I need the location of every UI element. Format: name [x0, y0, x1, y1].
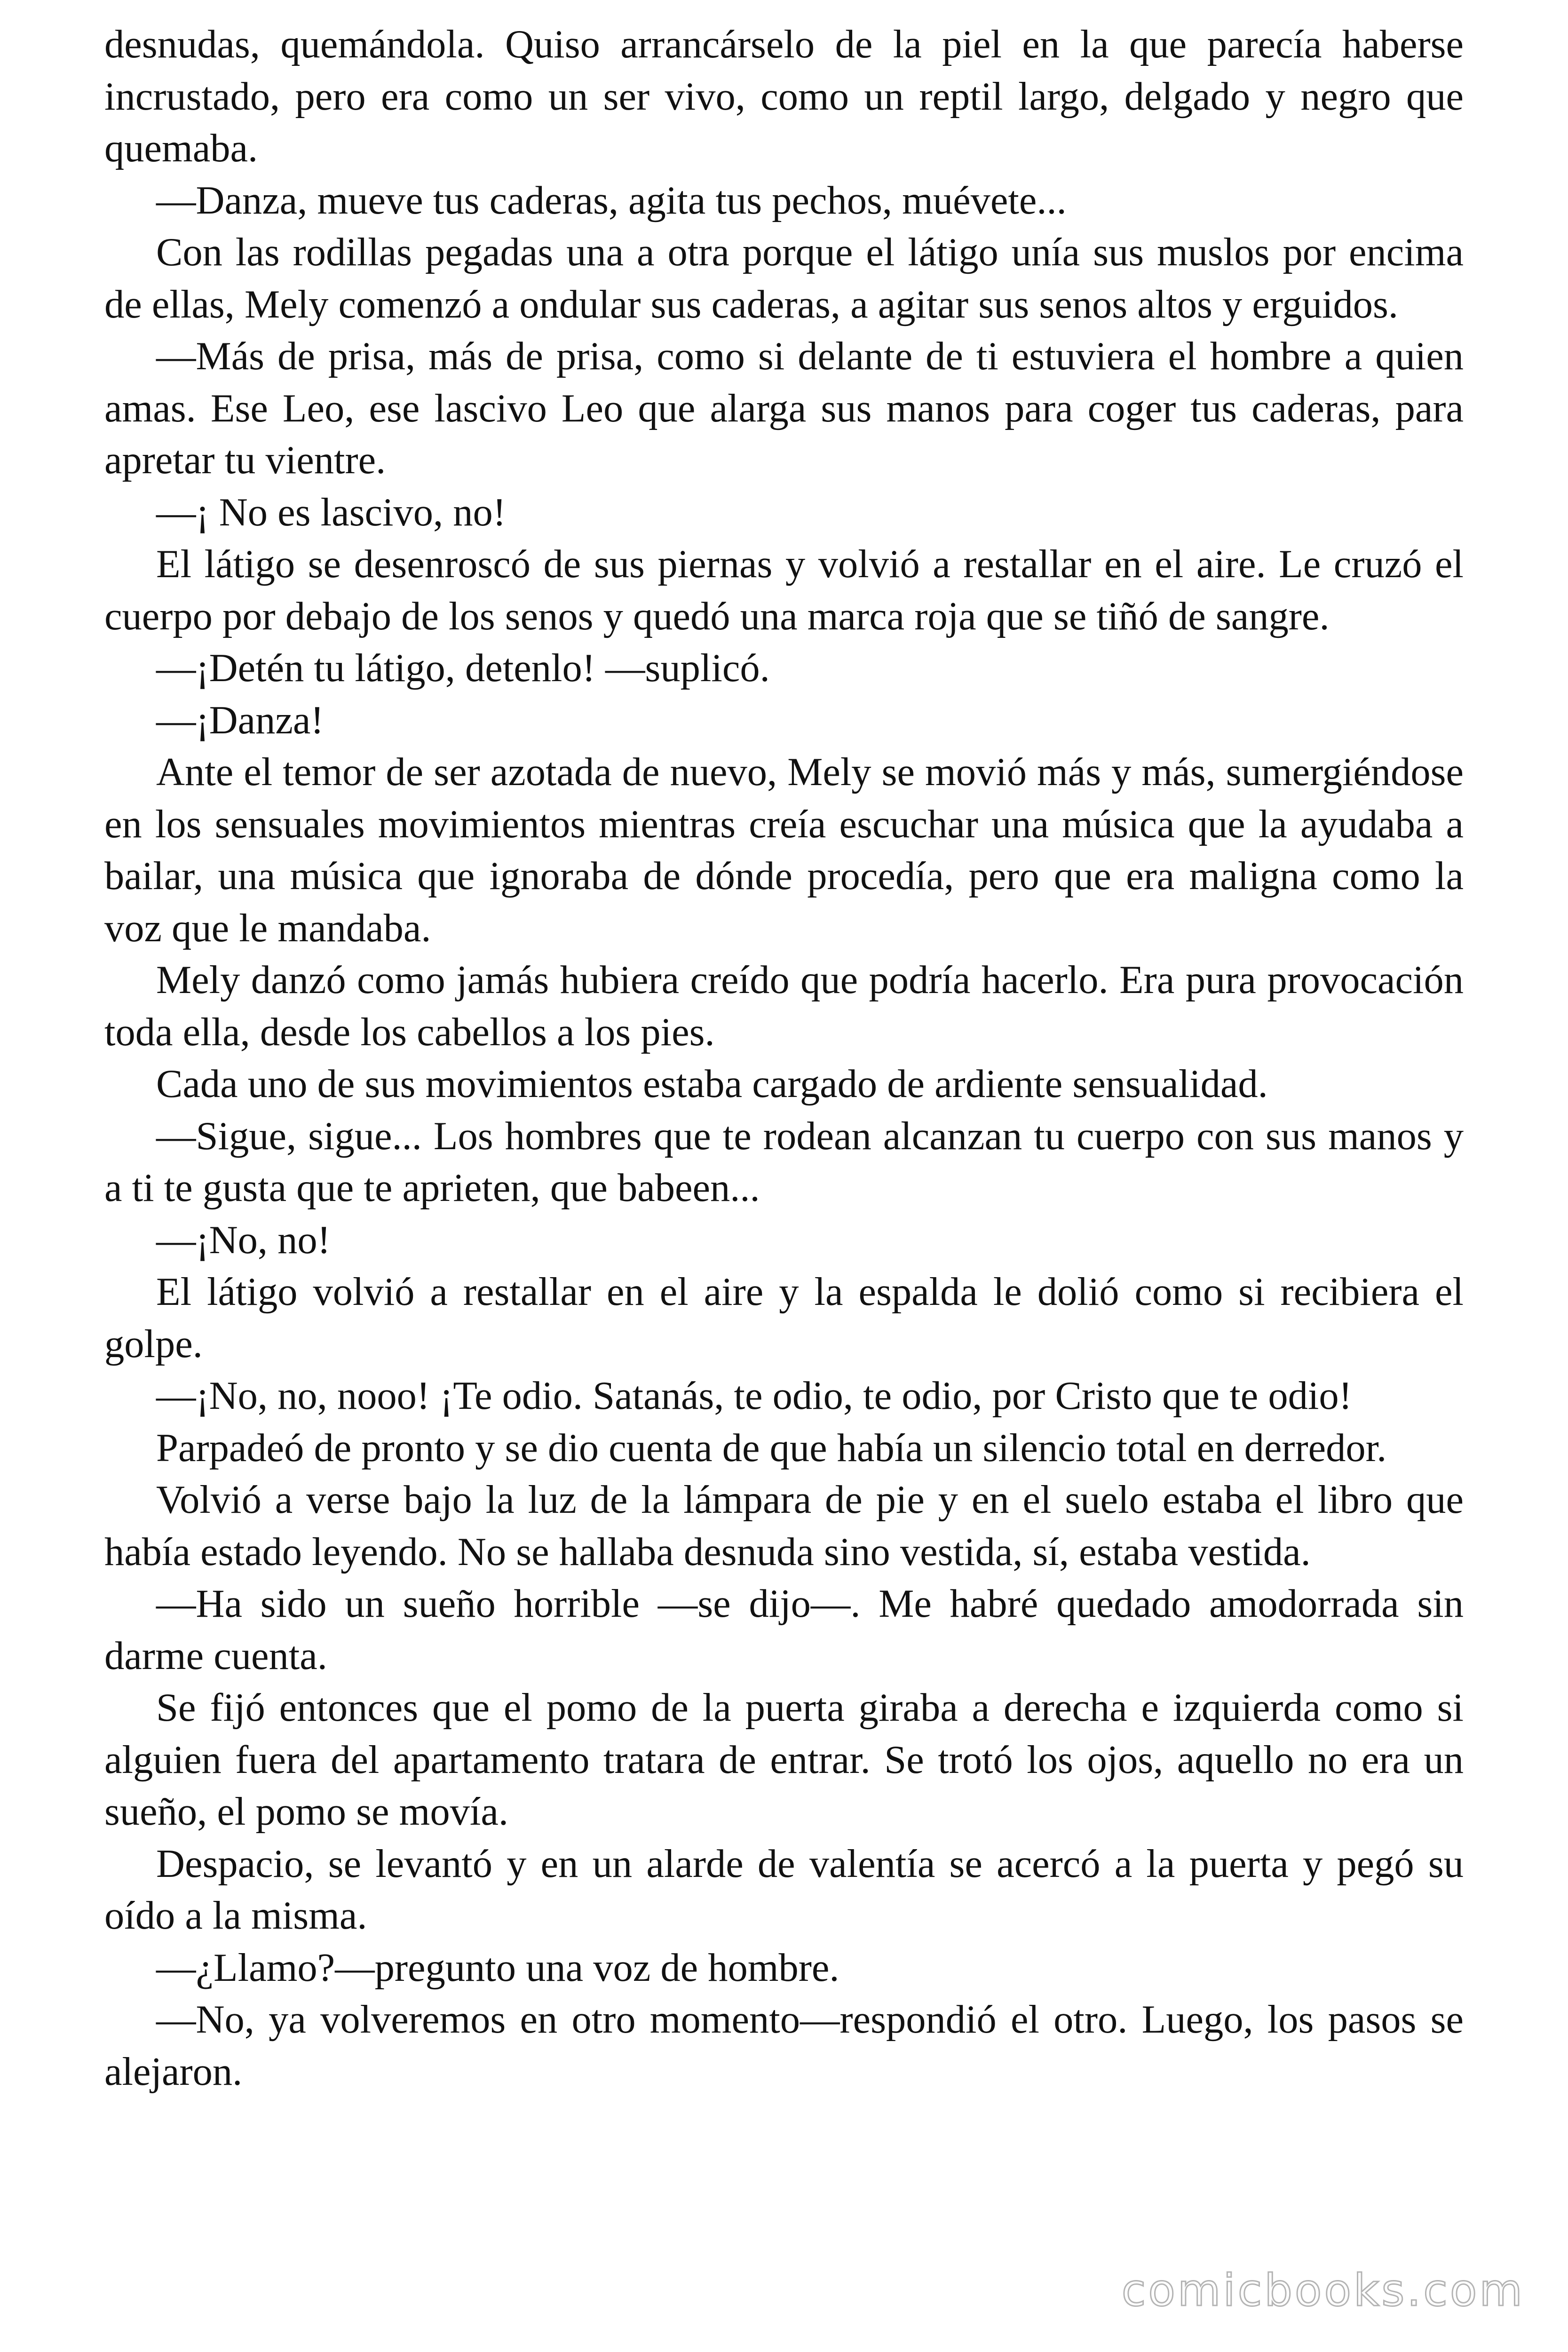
paragraph: —Más de prisa, más de prisa, como si delante de ti estuviera el hombre a quien amas. Ese Leo, ese lascivo Leo que alarga sus manos para coger tus caderas, para apretar tu vientre. [104, 334, 1464, 482]
paragraph: —¡ No es lascivo, no! [156, 490, 506, 534]
paragraph: desnudas, quemándola. Quiso arrancárselo de la piel en la que parecía haberse incrustado, pero era como un ser vivo, como un reptil largo, delgado y negro que quemaba. [104, 23, 1464, 170]
page-body-text [104, 19, 1464, 2098]
paragraph: Despacio, se levantó y en un alarde de valentía se acercó a la puerta y pegó su oído a la misma. [104, 1842, 1464, 1938]
paragraph: Parpadeó de pronto y se dio cuenta de que había un silencio total en derredor. [156, 1426, 1387, 1470]
paragraph: —No, ya volveremos en otro momento—respondió el otro. Luego, los pasos se alejaron. [104, 1998, 1464, 2094]
paragraph: —Ha sido un sueño horrible —se dijo—. Me habré quedado amodorrada sin darme cuenta. [104, 1582, 1464, 1678]
paragraph: Volvió a verse bajo la luz de la lámpara de pie y en el suelo estaba el libro que había estado leyendo. No se hallaba desnuda sino vestida, sí, estaba vestida. [104, 1478, 1464, 1574]
paragraph: Mely danzó como jamás hubiera creído que podría hacerlo. Era pura provocación toda ella, desde los cabellos a los pies. [104, 958, 1464, 1054]
paragraph: —¡No, no, nooo! ¡Te odio. Satanás, te odio, te odio, por Cristo que te odio! [156, 1374, 1352, 1418]
paragraph: —Danza, mueve tus caderas, agita tus pechos, muévete... [156, 178, 1067, 222]
paragraph: Ante el temor de ser azotada de nuevo, Mely se movió más y más, sumergiéndose en los sensuales movimientos mientras creía escuchar una música que la ayudaba a bailar, una música que ignoraba de dónde procedía, pero que era maligna como la voz que le mandaba. [104, 750, 1464, 950]
paragraph: El látigo volvió a restallar en el aire y la espalda le dolió como si recibiera el golpe. [104, 1270, 1464, 1366]
paragraph: Cada uno de sus movimientos estaba cargado de ardiente sensualidad. [156, 1062, 1268, 1106]
paragraph: El látigo se desenroscó de sus piernas y volvió a restallar en el aire. Le cruzó el cuerpo por debajo de los senos y quedó una marca roja que se tiñó de sangre. [104, 542, 1464, 638]
watermark-text: comicbooks.com [1121, 2265, 1525, 2316]
paragraph: Con las rodillas pegadas una a otra porque el látigo unía sus muslos por encima de ellas, Mely comenzó a ondular sus caderas, a agitar sus senos altos y erguidos. [104, 230, 1464, 326]
paragraph: —¡No, no! [156, 1218, 331, 1262]
paragraph: —¡Danza! [156, 698, 324, 742]
paragraph: —Sigue, sigue... Los hombres que te rodean alcanzan tu cuerpo con sus manos y a ti te gusta que te aprieten, que babeen... [104, 1114, 1464, 1210]
paragraph: Se fijó entonces que el pomo de la puerta giraba a derecha e izquierda como si alguien fuera del apartamento tratara de entrar. Se trotó los ojos, aquello no era un sueño, el pomo se movía. [104, 1686, 1464, 1834]
paragraph: —¿Llamo?—pregunto una voz de hombre. [156, 1946, 839, 1990]
paragraph: —¡Detén tu látigo, detenlo! —suplicó. [156, 646, 770, 690]
